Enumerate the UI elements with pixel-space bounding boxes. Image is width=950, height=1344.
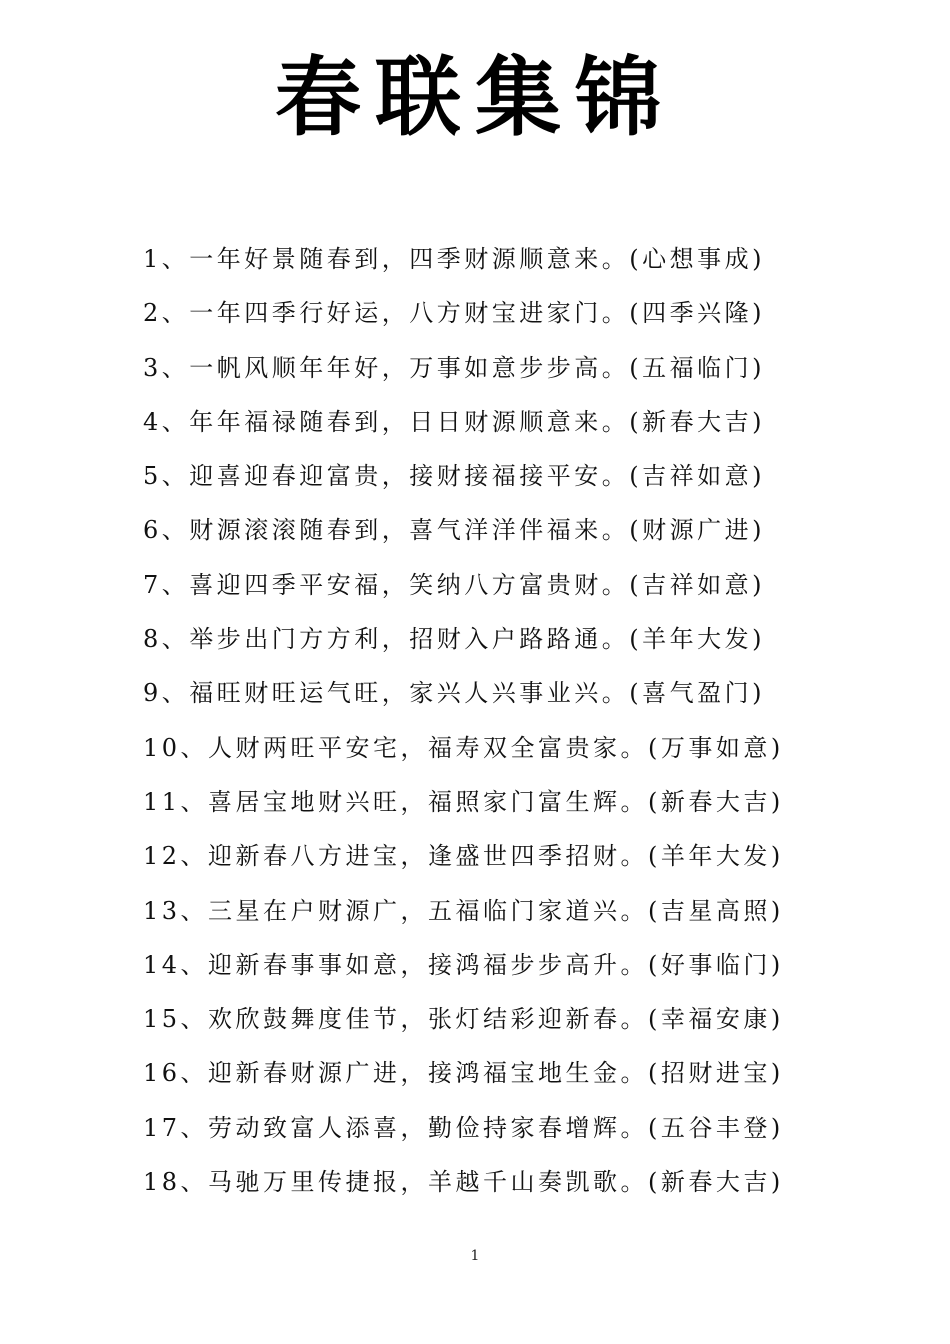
- page-number: 1: [470, 1248, 480, 1264]
- couplet-line: 2、一年四季行好运，八方财宝进家门。(四季兴隆): [143, 299, 765, 328]
- page-title: 春联集锦: [275, 47, 675, 148]
- couplet-line: 8、举步出门方方利，招财入户路路通。(羊年大发): [143, 625, 765, 654]
- couplet-line: 10、人财两旺平安宅，福寿双全富贵家。(万事如意): [143, 733, 784, 762]
- couplet-line: 11、喜居宝地财兴旺，福照家门富生辉。(新春大吉): [143, 787, 784, 816]
- couplet-line: 14、迎新春事事如意，接鸿福步步高升。(好事临门): [143, 950, 784, 979]
- couplet-line: 3、一帆风顺年年好，万事如意步步高。(五福临门): [143, 353, 765, 382]
- couplet-line: 4、年年福禄随春到，日日财源顺意来。(新春大吉): [143, 407, 765, 436]
- couplet-line: 12、迎新春八方进宝，逢盛世四季招财。(羊年大发): [143, 842, 784, 871]
- couplet-line: 17、劳动致富人添喜，勤俭持家春增辉。(五谷丰登): [143, 1113, 784, 1142]
- couplet-line: 9、福旺财旺运气旺，家兴人兴事业兴。(喜气盈门): [143, 679, 765, 708]
- couplet-line: 1、一年好景随春到，四季财源顺意来。(心想事成): [143, 245, 765, 273]
- couplet-line: 15、欢欣鼓舞度佳节，张灯结彩迎新春。(幸福安康): [143, 1005, 784, 1034]
- couplet-line: 16、迎新春财源广进，接鸿福宝地生金。(招财进宝): [143, 1059, 784, 1088]
- couplet-line: 13、三星在户财源广，五福临门家道兴。(吉星高照): [143, 896, 784, 925]
- couplet-line: 7、喜迎四季平安福，笑纳八方富贵财。(吉祥如意): [143, 570, 765, 599]
- couplet-line: 18、马驰万里传捷报，羊越千山奏凯歌。(新春大吉): [143, 1168, 784, 1197]
- couplet-line: 6、财源滚滚随春到，喜气洋洋伴福来。(财源广进): [143, 516, 765, 545]
- couplet-list: [143, 232, 843, 1209]
- couplet-line: 5、迎喜迎春迎富贵，接财接福接平安。(吉祥如意): [143, 462, 765, 491]
